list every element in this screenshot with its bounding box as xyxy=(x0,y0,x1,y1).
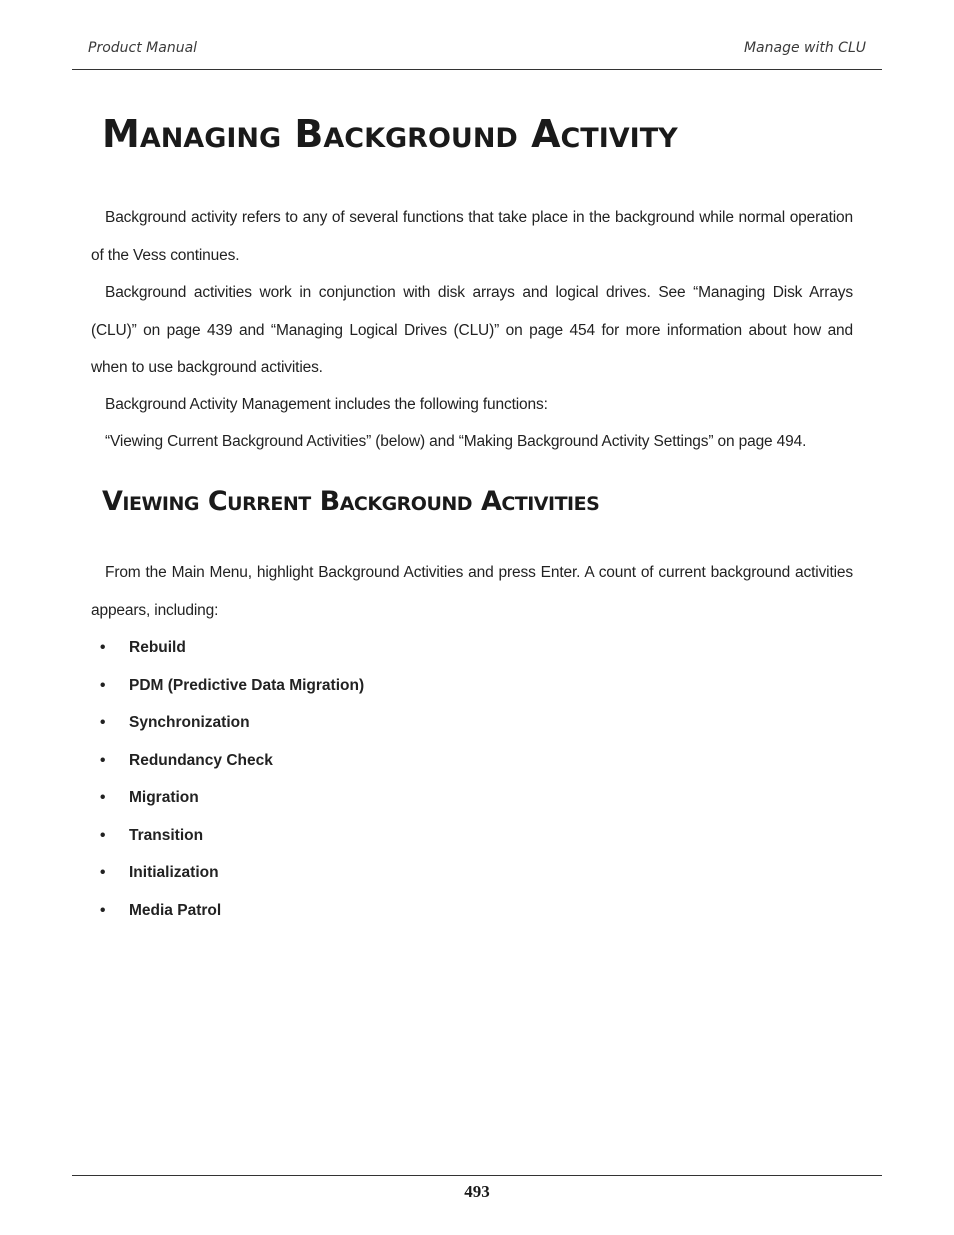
list-item-label: Initialization xyxy=(129,864,219,881)
page-header xyxy=(72,38,882,70)
list-item-label: Synchronization xyxy=(129,714,250,731)
list-item xyxy=(100,742,364,780)
bullet-icon: • xyxy=(100,714,106,731)
bullet-icon: • xyxy=(100,676,106,694)
list-item xyxy=(100,817,364,855)
header-chapter-title: Manage with CLU xyxy=(743,40,866,56)
page-number: 493 xyxy=(464,1182,490,1201)
page-title: Managing Background Activity xyxy=(102,112,678,156)
list-item xyxy=(100,892,364,930)
intro-paragraph xyxy=(91,199,853,274)
section-intro-text: From the Main Menu, highlight Background Activities and press Enter. A count of current background activities appears, including: xyxy=(91,564,853,619)
bullet-icon: • xyxy=(100,901,106,919)
functions-paragraph xyxy=(91,386,853,424)
intro-paragraph-text: Background activity refers to any of several functions that take place in the background while normal operation of the Vess continues. xyxy=(91,209,853,264)
cross-reference-text: Background activities work in conjunction with disk arrays and logical drives. See “Managing Disk Arrays (CLU)” on page 439 and “Managing Logical Drives (CLU)” on page 454 for more information about how and when to use background activities. xyxy=(91,284,853,376)
list-item-label: Media Patrol xyxy=(129,901,222,919)
list-item xyxy=(100,854,364,892)
section-title: Viewing Current Background Activities xyxy=(102,486,600,517)
functions-links-paragraph xyxy=(91,423,853,461)
cross-reference-paragraph xyxy=(91,274,853,387)
functions-links-text: “Viewing Current Background Activities” (below) and “Making Background Activity Settings” on page 494. xyxy=(105,433,807,450)
list-item xyxy=(100,629,364,667)
bullet-icon: • xyxy=(100,789,106,806)
header-document-title: Product Manual xyxy=(88,40,198,56)
list-item-label: Rebuild xyxy=(129,639,186,656)
list-item xyxy=(100,667,364,705)
bullet-icon: • xyxy=(100,751,106,769)
functions-text: Background Activity Management includes the following functions: xyxy=(105,396,548,413)
list-item-label: Migration xyxy=(129,789,199,806)
bullet-icon: • xyxy=(100,639,106,656)
list-item-label: Transition xyxy=(129,826,204,844)
list-item xyxy=(100,779,364,817)
list-item xyxy=(100,704,364,742)
section-intro-paragraph xyxy=(91,554,853,629)
page-footer xyxy=(72,1175,882,1201)
list-item-label: PDM (Predictive Data Migration) xyxy=(129,676,365,694)
bullet-icon: • xyxy=(100,826,106,844)
list-item-label: Redundancy Check xyxy=(129,751,273,769)
bullet-icon: • xyxy=(100,864,106,881)
background-activity-list xyxy=(100,629,364,929)
